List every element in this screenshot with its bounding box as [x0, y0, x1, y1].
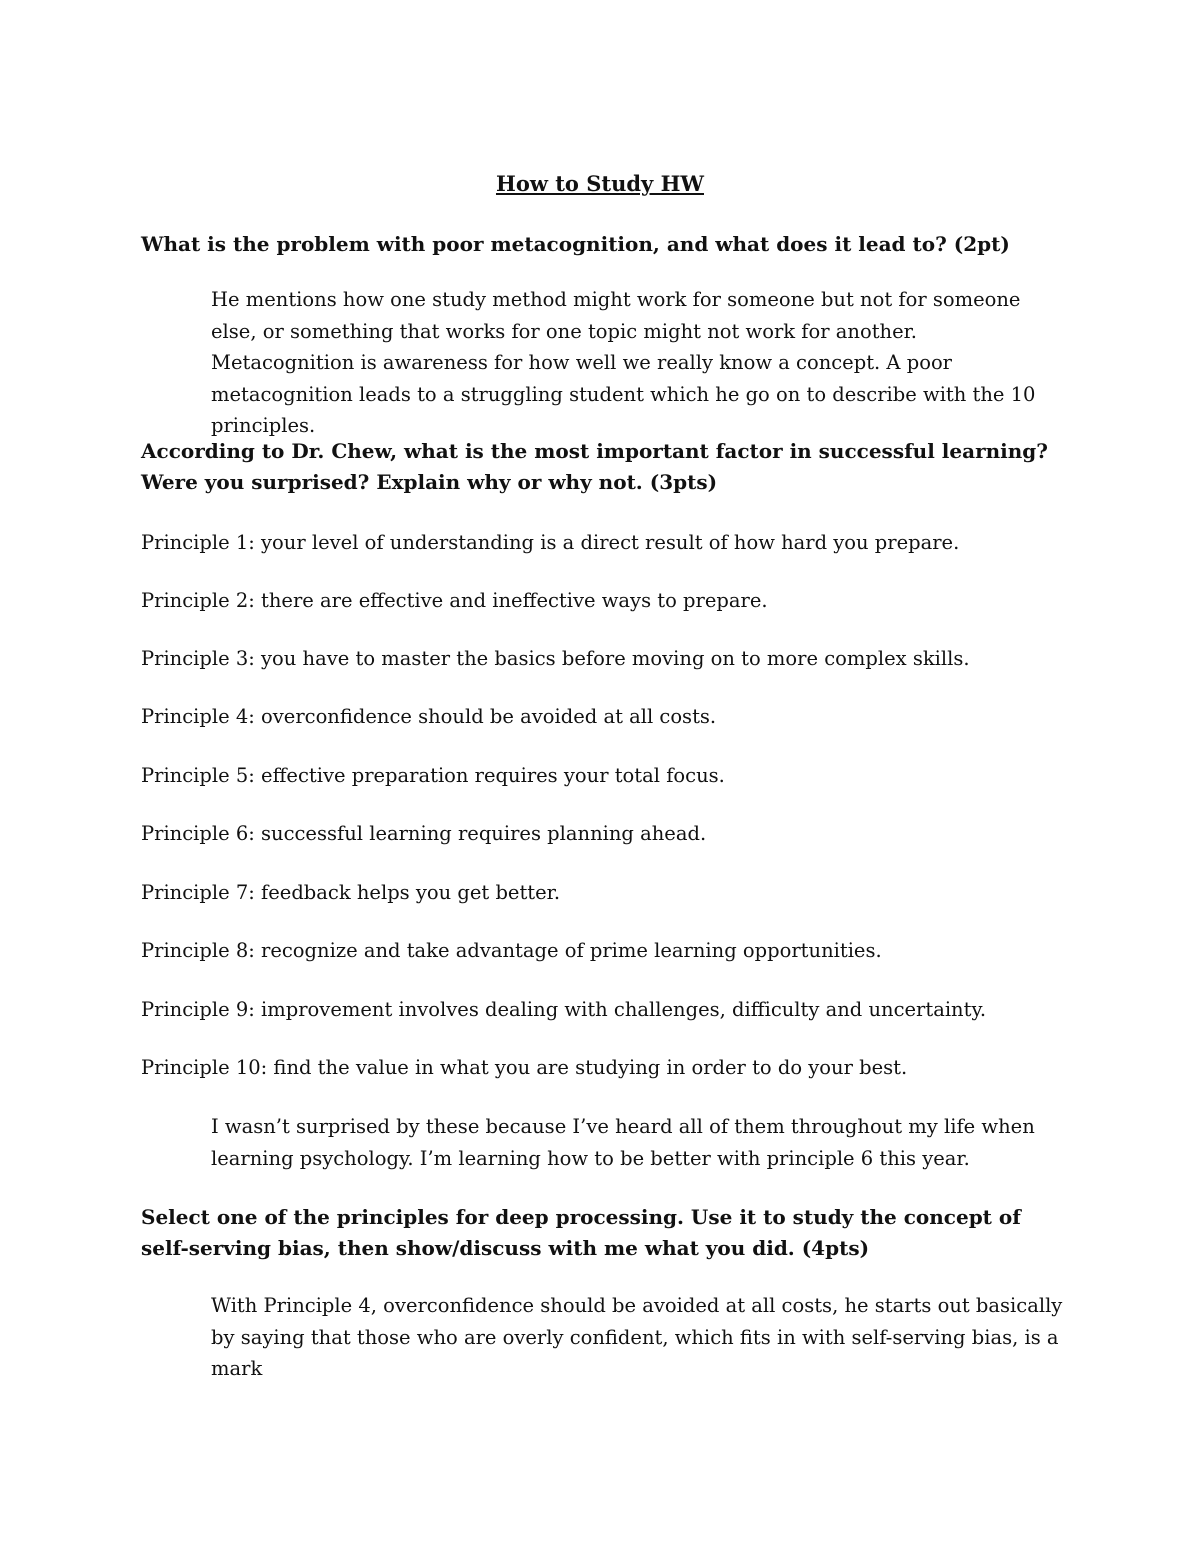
principle-item: Principle 9: improvement involves dealing with challenges, difficulty and uncertainty.: [141, 998, 987, 1021]
answer-3: With Principle 4, overconfidence should be avoided at all costs, he starts out basically by saying that those who are overly confident, which fits in with self-serving bias, is a mark: [211, 1294, 1063, 1380]
principle-item: Principle 1: your level of understanding is a direct result of how hard you prepare.: [141, 531, 960, 554]
principle-item: Principle 5: effective preparation requires your total focus.: [141, 764, 725, 787]
principle-item: Principle 8: recognize and take advantage of prime learning opportunities.: [141, 939, 882, 962]
principle-item: Principle 10: find the value in what you are studying in order to do your best.: [141, 1056, 908, 1079]
question-1: What is the problem with poor metacognition, and what does it lead to? (2pt): [141, 232, 1010, 256]
document-title: How to Study HW: [495, 171, 704, 196]
principle-item: Principle 4: overconfidence should be avoided at all costs.: [141, 705, 717, 728]
principle-item: Principle 6: successful learning requires planning ahead.: [141, 822, 707, 845]
principle-item: Principle 2: there are effective and ineffective ways to prepare.: [141, 589, 768, 612]
answer-2: I wasn’t surprised by these because I’ve heard all of them throughout my life when learning psychology. I’m learning how to be better with principle 6 this year.: [211, 1115, 1035, 1170]
question-3: Select one of the principles for deep processing. Use it to study the concept of self-serving bias, then show/discuss with me what you did. (4pts): [141, 1205, 1021, 1260]
principle-item: Principle 7: feedback helps you get better.: [141, 881, 561, 904]
answer-1: He mentions how one study method might work for someone but not for someone else, or something that works for one topic might not work for another. Metacognition is awareness for how well we really know a concept. A poor metacognition leads to a struggling student which he go on to describe with the 10 principles.: [211, 288, 1036, 437]
principle-item: Principle 3: you have to master the basics before moving on to more complex skills.: [141, 647, 970, 670]
question-2: According to Dr. Chew, what is the most important factor in successful learning? Were you surprised? Explain why or why not. (3pts): [141, 439, 1048, 494]
